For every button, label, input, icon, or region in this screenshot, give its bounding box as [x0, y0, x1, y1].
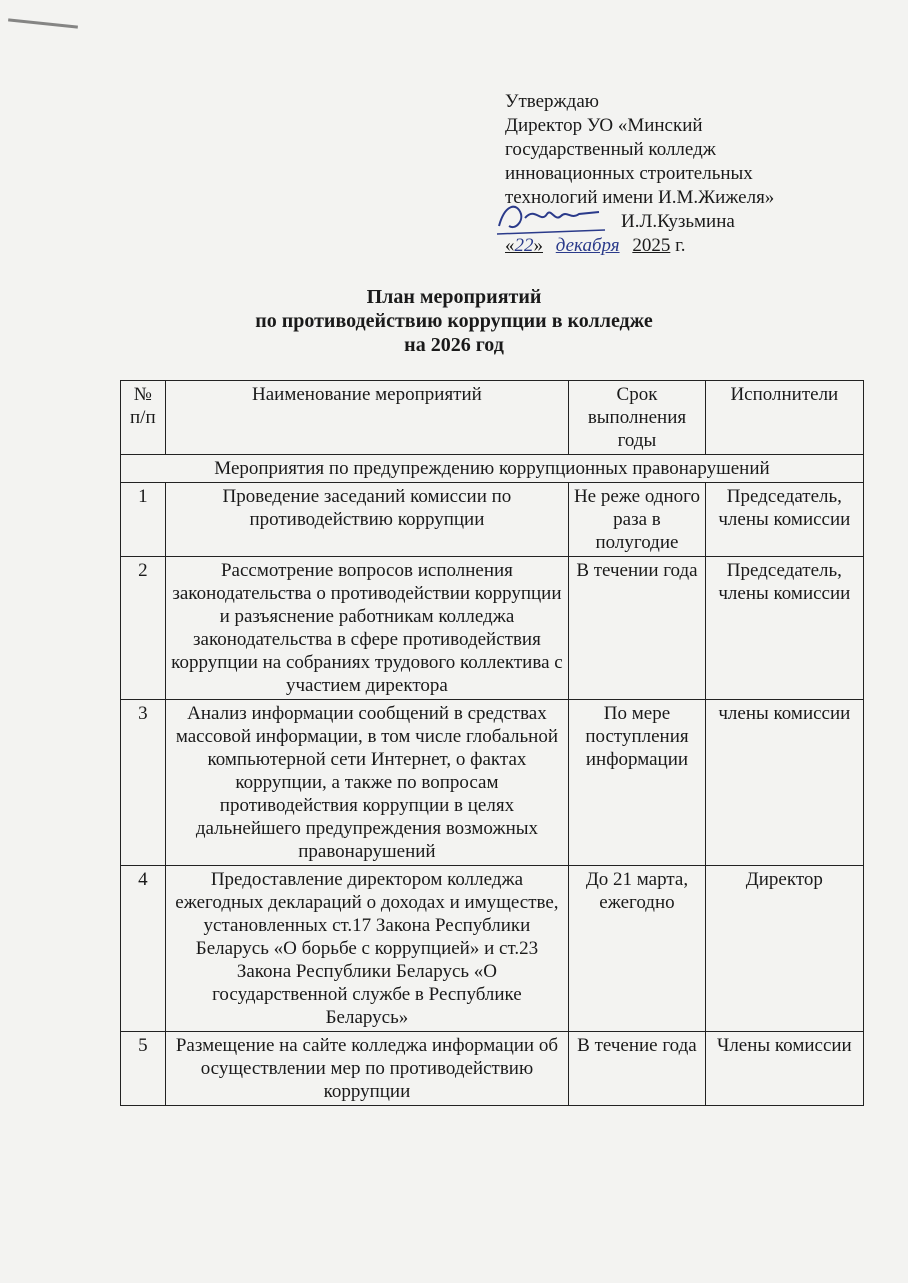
row-name: Предоставление директором колледжа ежегодных деклараций о доходах и имуществе, установленных ст.17 Закона Республики Беларусь «О борьбе с коррупцией» и ст.23 Закона Республики Беларусь «О государственной службе в Республике Беларусь»	[165, 866, 569, 1032]
title-line-1: План мероприятий	[366, 286, 542, 308]
header-term: Срок выполнения годы	[569, 381, 705, 455]
header-name: Наименование мероприятий	[165, 381, 569, 455]
plan-table	[120, 380, 864, 1106]
table-row	[121, 700, 864, 866]
row-term: До 21 марта, ежегодно	[569, 866, 705, 1032]
row-executors: Председатель, члены комиссии	[705, 557, 863, 700]
section-row	[121, 455, 864, 483]
approval-heading: Утверждаю	[505, 91, 599, 112]
row-term: В течение года	[569, 1032, 705, 1106]
row-term: По мере поступления информации	[569, 700, 705, 866]
row-term: Не реже одного раза в полугодие	[569, 483, 705, 557]
approval-org-line: технологий имени И.М.Жижеля»	[505, 187, 775, 208]
approval-org-line: инновационных строительных	[505, 163, 753, 184]
title-line-2: по противодействию коррупции в колледже	[255, 310, 653, 332]
date-day: 22	[514, 235, 534, 256]
date-close-quote: »	[533, 235, 543, 256]
signature-image	[495, 196, 615, 240]
row-number: 5	[121, 1032, 166, 1106]
row-executors: Члены комиссии	[705, 1032, 863, 1106]
date-open-quote: «	[505, 235, 515, 256]
date-suffix: г.	[670, 235, 686, 256]
row-executors: Председатель, члены комиссии	[705, 483, 863, 557]
row-term: В течении года	[569, 557, 705, 700]
row-number: 3	[121, 700, 166, 866]
date-month: декабря	[555, 235, 620, 256]
date-year: 2025	[632, 235, 671, 256]
row-name: Проведение заседаний комиссии по противодействию коррупции	[165, 483, 569, 557]
title-line-3: на 2026 год	[404, 334, 504, 356]
table-row	[121, 557, 864, 700]
header-executors: Исполнители	[705, 381, 863, 455]
approval-position: Директор УО «Минский	[505, 115, 703, 136]
row-name: Размещение на сайте колледжа информации об осуществлении мер по противодействию коррупции	[165, 1032, 569, 1106]
scan-artifact	[8, 18, 78, 28]
approval-block	[505, 90, 825, 258]
row-executors: члены комиссии	[705, 700, 863, 866]
row-number: 4	[121, 866, 166, 1032]
table-header-row	[121, 381, 864, 455]
approval-org-line: государственный колледж	[505, 139, 716, 160]
header-number: № п/п	[121, 381, 166, 455]
table-row	[121, 866, 864, 1032]
table-row	[121, 1032, 864, 1106]
section-title: Мероприятия по предупреждению коррупционных правонарушений	[121, 455, 864, 483]
signatory-name: И.Л.Кузьмина	[621, 211, 735, 232]
row-executors: Директор	[705, 866, 863, 1032]
document-title	[0, 285, 908, 357]
signature-line	[505, 210, 825, 234]
row-name: Рассмотрение вопросов исполнения законодательства о противодействии коррупции и разъяснение работникам колледжа законодательства в сфере противодействия коррупции на собраниях трудового коллектива с участием директора	[165, 557, 569, 700]
row-number: 2	[121, 557, 166, 700]
row-name: Анализ информации сообщений в средствах массовой информации, в том числе глобальной компьютерной сети Интернет, о фактах коррупции, а также по вопросам противодействия коррупции в целях дальнейшего предупреждения возможных правонарушений	[165, 700, 569, 866]
table-row	[121, 483, 864, 557]
row-number: 1	[121, 483, 166, 557]
